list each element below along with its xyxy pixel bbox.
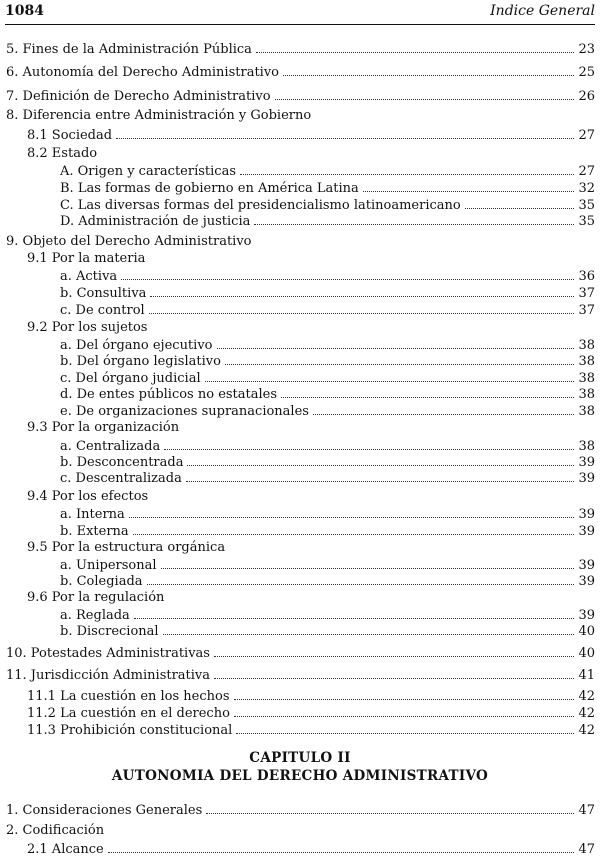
toc-entry-page: 39 [578,608,595,623]
toc-entry-label: A. Origen y características [60,164,237,179]
running-header [5,0,595,25]
dot-leader [186,468,575,482]
toc-entry [6,822,595,839]
toc-entry [27,703,595,720]
toc-entry-page: 40 [578,646,595,661]
toc-entry-label: a. Interna [60,507,125,522]
toc-entry-page: 37 [578,303,595,318]
dot-leader [161,555,575,569]
toc-entry-page: 38 [578,404,595,419]
toc-entry-label: b. Desconcentrada [60,455,184,470]
toc-entry-label: 11.2 La cuestión en el derecho [27,706,230,721]
toc-entry-page: 39 [578,558,595,573]
toc-entry-page: 38 [578,371,595,386]
dot-leader [256,39,575,53]
dot-leader [206,800,574,814]
toc-entry [6,233,595,250]
toc-entry-label: a. Unipersonal [60,558,157,573]
toc-entry-label: 11.1 La cuestión en los hechos [27,689,230,704]
toc-entry-page: 39 [578,574,595,589]
toc-entry [60,436,595,453]
toc-entry [60,161,595,178]
toc-entry-page: 36 [578,269,595,284]
toc-entry [60,384,595,401]
dot-leader [133,521,575,535]
toc-entry-page: 27 [578,128,595,143]
toc-entry-label: e. De organizaciones supranacionales [60,404,309,419]
toc-entry [60,521,595,538]
dot-leader [150,283,574,297]
toc-entry-label: 1. Consideraciones Generales [6,803,203,818]
toc-entry-page: 25 [578,65,595,80]
running-title: Indice General [490,3,595,19]
toc-entry-page: 42 [578,706,595,721]
toc-entry-label: B. Las formas de gobierno en América Latina [60,181,359,196]
toc-entry [27,589,595,606]
dot-leader [214,665,574,679]
toc-entry-label: b. Del órgano legislativo [60,354,221,369]
dot-leader [465,195,575,209]
dot-leader [363,178,575,192]
toc-entry [6,62,595,79]
toc-entry [60,621,595,638]
toc-entry-page: 35 [578,198,595,213]
dot-leader [217,335,575,349]
dot-leader [205,368,575,382]
toc-entry-label: 8. Diferencia entre Administración y Gobierno [6,108,312,123]
toc-entry-label: 5. Fines de la Administración Pública [6,42,252,57]
chapter-title: AUTONOMIA DEL DERECHO ADMINISTRATIVO [111,768,489,784]
toc-entry-label: b. Colegiada [60,574,143,589]
toc-entry [60,555,595,572]
toc-entry-label: 7. Definición de Derecho Administrativo [6,89,271,104]
toc-entry-label: 11.3 Prohibición constitucional [27,723,233,738]
toc-entry [60,283,595,300]
toc-entry-label: b. Discrecional [60,624,159,639]
dot-leader [187,452,574,466]
dot-leader [281,384,574,398]
toc-entry-page: 42 [578,723,595,738]
toc-entry-label: 10. Potestades Administrativas [6,646,210,661]
dot-leader [240,161,574,175]
toc-entry [60,300,595,317]
toc-entry-page: 35 [578,214,595,229]
toc-entry [27,488,595,505]
toc-entry-label: 8.2 Estado [27,146,98,161]
toc-entry-page: 39 [578,507,595,522]
toc-entry [27,686,595,703]
toc-entry [60,351,595,368]
toc-entry [6,643,595,660]
toc-entry-label: 2. Codificación [6,823,105,838]
toc-entry-label: 9.4 Por los efectos [27,489,149,504]
toc-entry-page: 32 [578,181,595,196]
toc-entry [60,571,595,588]
dot-leader [275,86,575,100]
dot-leader [147,571,575,585]
toc-entry-label: c. Descentralizada [60,471,182,486]
toc-entry [6,107,595,124]
toc-entry-page: 39 [578,471,595,486]
toc-entry [27,419,595,436]
toc-entry-page: 38 [578,354,595,369]
toc-entry-page: 42 [578,689,595,704]
dot-leader [313,401,575,415]
dot-leader [108,839,575,853]
toc-entry-label: c. Del órgano judicial [60,371,201,386]
toc-entry-label: b. Consultiva [60,286,147,301]
toc-entry-page: 47 [578,842,595,857]
toc-entry-page: 47 [578,803,595,818]
dot-leader [163,621,575,635]
dot-leader [234,703,575,717]
toc-entry [60,452,595,469]
toc-entry-label: 9. Objeto del Derecho Administrativo [6,234,252,249]
chapter-number: CAPITULO II [249,750,351,766]
dot-leader [225,351,575,365]
dot-leader [234,686,575,700]
toc-entry-label: a. Reglada [60,608,130,623]
toc-entry [27,720,595,737]
toc-entry-label: 9.1 Por la materia [27,251,146,266]
toc-entry-page: 23 [578,42,595,57]
toc-entry [60,211,595,228]
toc-entry-page: 41 [578,668,595,683]
toc-entry-label: 8.1 Sociedad [27,128,113,143]
toc-entry-page: 27 [578,164,595,179]
toc-entry-page: 38 [578,387,595,402]
toc-entry-label: 9.3 Por la organización [27,420,180,435]
dot-leader [149,300,575,314]
toc-entry [6,665,595,682]
dot-leader [214,643,574,657]
toc-entry-page: 39 [578,455,595,470]
toc-entry [27,539,595,556]
toc-entry [27,125,595,142]
dot-leader [283,62,574,76]
toc-entry-label: a. Del órgano ejecutivo [60,338,213,353]
toc-entry-label: 11. Jurisdicción Administrativa [6,668,211,683]
toc-entry-page: 38 [578,439,595,454]
page-number: 1084 [5,3,44,19]
dot-leader [129,504,575,518]
toc-entry-label: 2.1 Alcance [27,842,104,857]
toc-entry [27,839,595,856]
dot-leader [134,605,575,619]
toc-entry [60,504,595,521]
toc-entry-page: 26 [578,89,595,104]
toc-entry-page: 40 [578,624,595,639]
toc-entry [27,250,595,267]
toc-entry-page: 39 [578,524,595,539]
toc-entry [27,145,595,162]
toc-entry [27,319,595,336]
toc-entry-label: a. Centralizada [60,439,161,454]
dot-leader [121,266,574,280]
toc-entry-label: C. Las diversas formas del presidencialismo latinoamericano [60,198,461,213]
toc-entry [60,368,595,385]
toc-entry [60,178,595,195]
toc-entry [60,335,595,352]
toc-entry [60,401,595,418]
toc-entry [6,39,595,56]
toc-entry-label: b. Externa [60,524,129,539]
toc-entry [6,800,595,817]
toc-entry-label: D. Administración de justicia [60,214,251,229]
toc-entry-page: 38 [578,338,595,353]
toc-entry-label: 9.6 Por la regulación [27,590,165,605]
toc-entry-label: a. Activa [60,269,118,284]
toc-entry-page: 37 [578,286,595,301]
dot-leader [254,211,574,225]
dot-leader [236,720,574,734]
toc-entry [60,468,595,485]
toc-entry [60,195,595,212]
toc-entry-label: 6. Autonomía del Derecho Administrativo [6,65,279,80]
toc-entry [60,266,595,283]
dot-leader [116,125,574,139]
toc-entry-label: 9.2 Por los sujetos [27,320,148,335]
toc-entry-label: 9.5 Por la estructura orgánica [27,540,226,555]
toc-entry-label: c. De control [60,303,145,318]
dot-leader [164,436,574,450]
toc-entry [60,605,595,622]
toc-entry [6,86,595,103]
toc-entry-label: d. De entes públicos no estatales [60,387,278,402]
